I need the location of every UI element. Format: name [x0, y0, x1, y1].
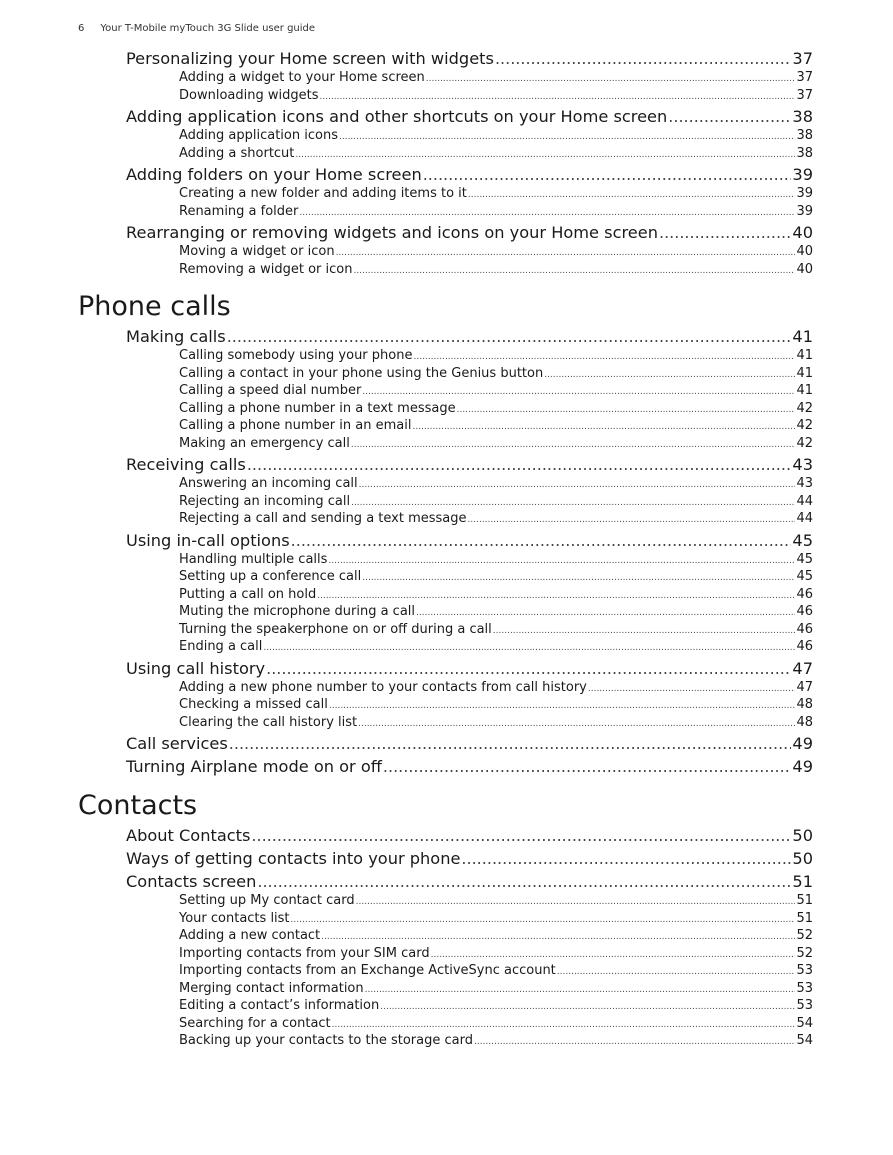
toc-entry-title: Setting up a conference call	[179, 569, 362, 584]
dot-leader	[351, 435, 796, 455]
toc-entry-page: 45	[792, 530, 813, 550]
toc-entry-page: 40	[796, 261, 813, 277]
toc-subsection-entry[interactable]	[179, 87, 813, 105]
toc-entry-title: Personalizing your Home screen with widgets	[126, 49, 494, 68]
toc-entry-title: Setting up My contact card	[179, 893, 355, 908]
toc-entry-page: 51	[792, 872, 813, 891]
toc-entry-page: 49	[792, 734, 813, 753]
toc-entry-page: 37	[796, 87, 813, 103]
toc-subsection-entry[interactable]	[179, 510, 813, 528]
toc-entry-title: Checking a missed call	[179, 697, 328, 712]
toc-entry-page: 40	[796, 244, 813, 259]
toc-entry-title: Adding application icons	[179, 128, 338, 143]
dot-leader	[423, 164, 792, 185]
toc-entry-title: Calling a phone number in an email	[179, 418, 412, 433]
toc-subsection-entry[interactable]	[179, 927, 813, 945]
toc-entry-page: 53	[796, 980, 813, 996]
toc-entry-page: 38	[792, 107, 813, 126]
toc-entry-page: 54	[796, 1033, 813, 1048]
dot-leader	[229, 733, 792, 754]
toc-subsection-entry[interactable]	[179, 714, 813, 732]
toc-entry-page: 43	[792, 455, 813, 474]
toc-entry-title: Calling a phone number in a text message	[179, 400, 456, 416]
toc-subsection-entry[interactable]	[179, 365, 813, 383]
toc-section-entry[interactable]	[126, 756, 813, 777]
toc-subsection-entry[interactable]	[179, 568, 813, 586]
toc-entry-title: Calling somebody using your phone	[179, 348, 413, 363]
toc-subsection-entry[interactable]	[179, 203, 813, 221]
chapter-heading: Contacts	[78, 790, 198, 821]
toc-entry-page: 47	[796, 679, 813, 695]
toc-section-entry[interactable]	[126, 733, 813, 754]
toc-entry-title: Adding a new phone number to your contacts from call history	[179, 679, 587, 695]
toc-subsection-entry[interactable]	[179, 493, 813, 511]
toc-entry-title: Downloading widgets	[179, 87, 319, 103]
toc-entry-title: Moving a widget or icon	[179, 244, 335, 259]
toc-entry-page: 45	[796, 569, 813, 584]
toc-entry-title: Calling a contact in your phone using the Genius button	[179, 365, 544, 381]
toc-subsection-entry[interactable]	[179, 892, 813, 910]
toc-subsection-entry[interactable]	[179, 145, 813, 163]
toc-subsection-entry[interactable]	[179, 475, 813, 493]
toc-section-entry[interactable]	[126, 825, 813, 846]
toc-entry-title: Creating a new folder and adding items to it	[179, 186, 467, 201]
toc-section-entry[interactable]	[126, 848, 813, 869]
dot-leader	[461, 848, 791, 869]
toc-entry-title: Receiving calls	[126, 455, 246, 474]
toc-entry-page: 43	[796, 476, 813, 491]
dot-leader	[659, 222, 791, 243]
toc-subsection-entry[interactable]	[179, 261, 813, 279]
toc-subsection-entry[interactable]	[179, 243, 813, 261]
toc-entry-page: 54	[796, 1015, 813, 1031]
toc-section-entry[interactable]	[126, 530, 813, 551]
chapter-heading: Phone calls	[78, 291, 231, 322]
toc-entry-page: 50	[792, 849, 813, 868]
dot-leader	[251, 825, 791, 846]
toc-entry-page: 48	[796, 697, 813, 712]
toc-subsection-entry[interactable]	[179, 551, 813, 569]
toc-subsection-entry[interactable]	[179, 603, 813, 621]
toc-entry-page: 47	[792, 658, 813, 678]
toc-section-entry[interactable]	[126, 106, 813, 127]
toc-entry-title: Ways of getting contacts into your phone	[126, 849, 461, 868]
page-number: 6	[78, 23, 85, 34]
toc-subsection-entry[interactable]	[179, 400, 813, 418]
toc-entry-page: 41	[796, 383, 813, 398]
dot-leader	[291, 530, 792, 551]
dot-leader	[299, 203, 795, 223]
toc-entry-page: 41	[796, 348, 813, 363]
toc-entry-title: Removing a widget or icon	[179, 261, 353, 277]
toc-subsection-entry[interactable]	[179, 997, 813, 1015]
toc-entry-title: Muting the microphone during a call	[179, 604, 416, 619]
running-title: Your T-Mobile myTouch 3G Slide user guide	[100, 23, 316, 34]
toc-entry-page: 46	[796, 621, 813, 637]
toc-subsection-entry[interactable]	[179, 417, 813, 435]
dot-leader	[319, 87, 795, 107]
dot-leader	[266, 658, 791, 679]
toc-subsection-entry[interactable]	[179, 1015, 813, 1033]
toc-entry-page: 42	[796, 400, 813, 416]
toc-entry-title: Importing contacts from your SIM card	[179, 945, 430, 961]
dot-leader	[353, 261, 795, 281]
dot-leader	[247, 454, 792, 475]
toc-entry-title: Searching for a contact	[179, 1015, 331, 1031]
toc-entry-title: Call services	[126, 734, 228, 753]
dot-leader	[358, 714, 795, 734]
dot-leader	[227, 326, 792, 347]
toc-entry-page: 42	[796, 418, 813, 433]
toc-entry-page: 49	[792, 757, 813, 776]
dot-leader	[263, 638, 795, 658]
toc-section-entry[interactable]	[126, 48, 813, 69]
toc-entry-title: Using call history	[126, 658, 266, 678]
toc-subsection-entry[interactable]	[179, 980, 813, 998]
toc-entry-title: Handling multiple calls	[179, 551, 328, 567]
toc-entry-title: Backing up your contacts to the storage card	[179, 1033, 473, 1048]
toc-entry-title: Editing a contact’s information	[179, 998, 380, 1013]
toc-entry-title: Importing contacts from an Exchange ActiveSync account	[179, 963, 556, 978]
toc-entry-page: 40	[792, 223, 813, 242]
toc-subsection-entry[interactable]	[179, 621, 813, 639]
toc-entry-title: Merging contact information	[179, 980, 364, 996]
toc-entry-title: Adding a new contact	[179, 928, 321, 943]
toc-subsection-entry[interactable]	[179, 586, 813, 604]
dot-leader	[668, 106, 791, 127]
toc-entry-title: Rearranging or removing widgets and icons on your Home screen	[126, 223, 658, 242]
toc-entry-page: 38	[796, 145, 813, 161]
toc-entry-page: 51	[796, 910, 813, 926]
toc-entry-title: Your contacts list	[179, 910, 290, 926]
toc-subsection-entry[interactable]	[179, 679, 813, 697]
table-of-contents	[78, 46, 813, 1050]
toc-entry-page: 50	[792, 826, 813, 845]
toc-subsection-entry[interactable]	[179, 962, 813, 980]
toc-entry-title: Calling a speed dial number	[179, 383, 362, 398]
dot-leader	[495, 48, 791, 69]
toc-section-entry[interactable]	[126, 658, 813, 679]
dot-leader	[257, 871, 791, 892]
toc-entry-title: Turning the speakerphone on or off during a call	[179, 621, 492, 637]
toc-subsection-entry[interactable]	[179, 185, 813, 203]
toc-entry-page: 41	[796, 365, 813, 381]
toc-entry-page: 41	[792, 327, 813, 346]
toc-entry-page: 52	[796, 928, 813, 943]
toc-subsection-entry[interactable]	[179, 696, 813, 714]
toc-entry-page: 37	[792, 49, 813, 68]
toc-entry-title: Renaming a folder	[179, 203, 299, 219]
toc-section-entry[interactable]	[126, 454, 813, 475]
page-header	[78, 23, 315, 34]
toc-entry-page: 42	[796, 435, 813, 451]
toc-entry-title: Contacts screen	[126, 872, 257, 891]
toc-entry-title: Ending a call	[179, 639, 263, 654]
toc-entry-page: 38	[796, 128, 813, 143]
toc-entry-page: 46	[796, 586, 813, 602]
toc-entry-title: Putting a call on hold	[179, 586, 317, 602]
toc-entry-title: Clearing the call history list	[179, 714, 358, 730]
toc-entry-page: 46	[796, 639, 813, 654]
toc-subsection-entry[interactable]	[179, 347, 813, 365]
dot-leader	[474, 1032, 795, 1052]
toc-entry-title: About Contacts	[126, 826, 251, 845]
toc-subsection-entry[interactable]	[179, 945, 813, 963]
toc-entry-title: Adding application icons and other shortcuts on your Home screen	[126, 107, 668, 126]
toc-entry-page: 45	[796, 551, 813, 567]
toc-entry-title: Adding a widget to your Home screen	[179, 70, 425, 85]
toc-entry-page: 53	[796, 998, 813, 1013]
toc-entry-page: 44	[796, 511, 813, 526]
toc-subsection-entry[interactable]	[179, 1032, 813, 1050]
toc-entry-page: 39	[796, 186, 813, 201]
toc-entry-title: Using in-call options	[126, 530, 290, 550]
toc-entry-title: Making an emergency call	[179, 435, 350, 451]
toc-entry-page: 51	[796, 893, 813, 908]
toc-entry-page: 53	[796, 963, 813, 978]
toc-section-entry[interactable]	[126, 222, 813, 243]
toc-entry-title: Answering an incoming call	[179, 476, 358, 491]
toc-subsection-entry[interactable]	[179, 69, 813, 87]
toc-entry-page: 39	[796, 203, 813, 219]
dot-leader	[383, 756, 791, 777]
toc-subsection-entry[interactable]	[179, 382, 813, 400]
dot-leader	[468, 510, 796, 530]
toc-entry-page: 48	[796, 714, 813, 730]
toc-entry-page: 44	[796, 493, 813, 509]
toc-subsection-entry[interactable]	[179, 910, 813, 928]
toc-entry-title: Turning Airplane mode on or off	[126, 757, 382, 776]
toc-section-entry[interactable]	[126, 164, 813, 185]
dot-leader	[295, 145, 795, 165]
toc-entry-title: Adding folders on your Home screen	[126, 165, 422, 184]
toc-entry-title: Rejecting an incoming call	[179, 493, 351, 509]
toc-entry-title: Rejecting a call and sending a text message	[179, 511, 467, 526]
toc-subsection-entry[interactable]	[179, 127, 813, 145]
toc-entry-page: 37	[796, 70, 813, 85]
toc-section-entry[interactable]	[126, 871, 813, 892]
toc-subsection-entry[interactable]	[179, 638, 813, 656]
toc-entry-page: 52	[796, 945, 813, 961]
toc-entry-page: 39	[792, 165, 813, 184]
toc-subsection-entry[interactable]	[179, 435, 813, 453]
toc-entry-title: Adding a shortcut	[179, 145, 295, 161]
toc-section-entry[interactable]	[126, 326, 813, 347]
toc-entry-page: 46	[796, 604, 813, 619]
toc-entry-title: Making calls	[126, 327, 226, 346]
